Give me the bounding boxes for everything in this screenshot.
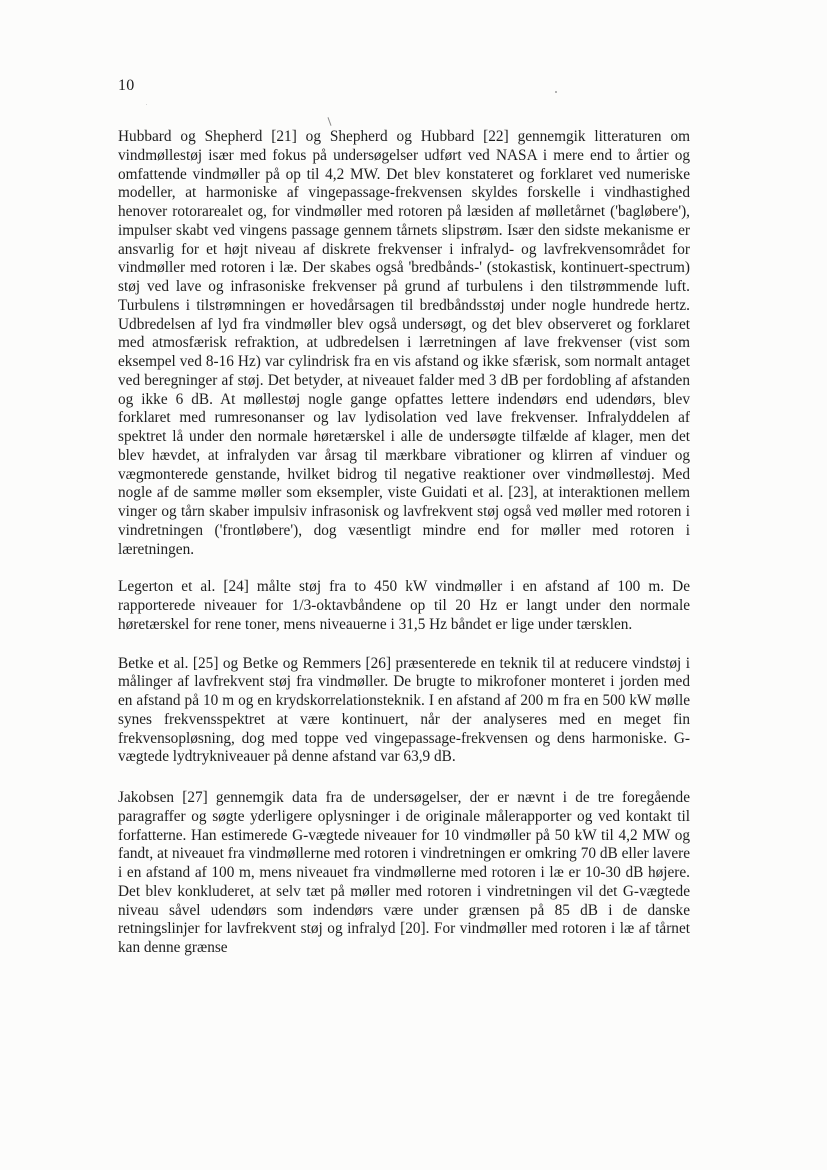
paragraph-hubbard-shepherd: Hubbard og Shepherd [21] og Shepherd og Hubbard [22] gennemgik litteraturen om vindmøllestøj især med fokus på undersøgelser udført ved NASA i mere end to årtier og omfattende vindmøller på op til 4,2 MW. Det blev konstateret og forklaret ved numeriske modeller, at harmoniske af vingepassage-frekvensen skyldes forskelle i vindhastighed henover rotorarealet og, for vindmøller med rotoren på læsiden af mølletårnet ('bagløbere'), impulser skabt ved vingens passage gennem tårnets slipstrøm. Især den sidste mekanisme er ansvarlig for et højt niveau af diskrete frekvenser i infralyd- og lavfrekvensområdet for vindmøller med rotoren i læ. Der skabes også 'bredbånds-' (stokastisk, kontinuert-spectrum) støj ved lave og infrasoniske frekvenser på grund af turbulens i den tilstrømmende luft. Turbulens i tilstrømningen er hovedårsagen til bredbåndsstøj under nogle hundrede hertz. Udbredelsen af lyd fra vindmøller blev også undersøgt, og det blev observeret og forklaret med atmosfærisk refraktion, at udbredelsen i lærretningen af lave frekvenser (vist som eksempel ved 8-16 Hz) var cylindrisk fra en vis afstand og ikke sfærisk, som normalt antaget ved beregninger af støj. Det betyder, at niveauet falder med 3 dB per fordobling af afstanden og ikke 6 dB. At møllestøj nogle gange opfattes lettere indendørs end udendørs, blev forklaret med rumresonanser og lav lydisolation ved lave frekvenser. Infralyddelen af spektret lå under den normale høretærskel i alle de undersøgte tilfælde af klager, men det blev hævdet, at infralyden var årsag til mærkbare vibrationer og klirren af vinduer og vægmonterede genstande, hvilket bidrog til negative reaktioner over vindmøllestøj. Med nogle af de samme møller som eksempler, viste Guidati et al. [23], at interaktionen mellem vinger og tårn skaber impulsiv infrasonisk og lavfrekvent støj også ved møller med rotoren i vindretningen ('frontløbere'), dog væsentligt mindre end for møller med rotoren i læretningen.	[118, 128, 690, 558]
scan-speck	[146, 104, 147, 105]
page-number: 10	[118, 77, 135, 94]
scan-speck	[555, 91, 557, 93]
paragraph-legerton: Legerton et al. [24] målte støj fra to 450 kW vindmøller i en afstand af 100 m. De rapporterede niveauer for 1/3-oktavbåndene op til 20 Hz er langt under den normale høretærskel for rene toner, mens niveauerne i 31,5 Hz båndet er lige under tærsklen.	[118, 578, 690, 633]
scan-speck	[327, 117, 331, 126]
paragraph-jakobsen: Jakobsen [27] gennemgik data fra de undersøgelser, der er nævnt i de tre foregående paragraffer og søgte yderligere oplysninger i de originale målerapporter og ved kontakt til forfatterne. Han estimerede G-vægtede niveauer for 10 vindmøller på 50 kW til 4,2 MW og fandt, at niveauet fra vindmøllerne med rotoren i vindretningen er omkring 70 dB eller lavere i en afstand af 100 m, mens niveauet fra vindmøllerne med rotoren i læ er 10-30 dB højere. Det blev konkluderet, at selv tæt på møller med rotoren i vindretningen vil det G-vægtede niveau såvel udendørs som indendørs være under grænsen på 85 dB i de danske retningslinjer for lavfrekvent støj og infralyd [20]. For vindmøller med rotoren i læ af tårnet kan denne grænse	[118, 789, 690, 956]
paragraph-betke: Betke et al. [25] og Betke og Remmers [26] præsenterede en teknik til at reducere vindstøj i målinger af lavfrekvent støj fra vindmøller. De brugte to mikrofoner monteret i jorden med en afstand på 10 m og en krydskorrelationsteknik. I en afstand af 200 m fra en 500 kW mølle synes frekvensspektret at være kontinuert, når der analyseres med en meget fin frekvensopløsning, dog med toppe ved vingepassage-frekvensen og dens harmoniske. G-vægtede lydtrykniveauer på denne afstand var 63,9 dB.	[118, 654, 690, 766]
body-text	[118, 128, 690, 978]
